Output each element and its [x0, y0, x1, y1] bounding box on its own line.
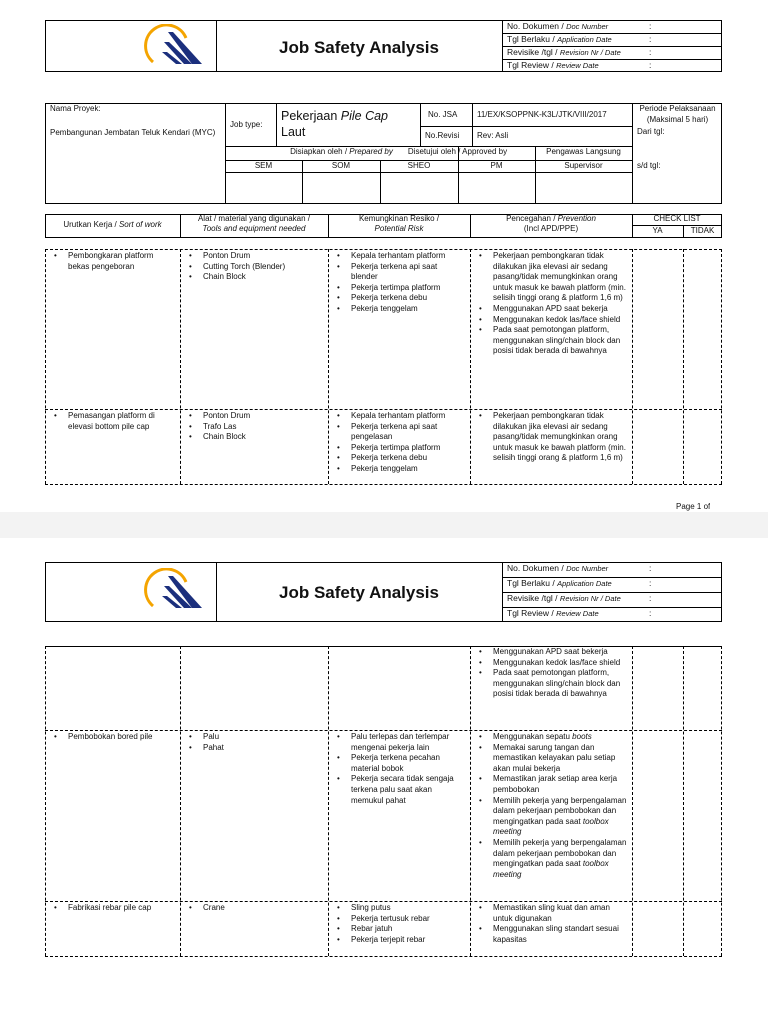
approved-by-label: Disetujui oleh / Approved by	[407, 147, 508, 156]
role-sem: SEM	[254, 161, 273, 170]
row3-work	[50, 732, 175, 743]
project-name-label: Nama Proyek:	[50, 104, 101, 113]
col-urutan: Urutkan Kerja / Sort of work	[63, 220, 162, 229]
page-number: Page 1 of	[676, 502, 711, 511]
document-meta	[503, 21, 721, 72]
dari-tgl: Dari tgl:	[637, 127, 665, 136]
meta-review-date: Tgl Review / Review Date :	[507, 608, 652, 618]
list-item: • Pekerja terjepit rebar	[351, 935, 465, 946]
document-title: Job Safety Analysis	[279, 583, 439, 602]
list-item: • Pekerja terkena debu	[351, 453, 465, 464]
row1-work	[50, 251, 170, 272]
list-item: • Memilih pekerja yang berpengalaman dalam pekerjaan pembobokan dan mengingatkan pada saat toolbox meeting	[493, 796, 627, 838]
list-item: • Pembongkaran platform bekas pengeboran	[68, 251, 170, 272]
periode-value: (Maksimal 5 hari)	[646, 115, 709, 124]
row3-prevention	[475, 732, 627, 880]
job-type-label: Job type:	[230, 120, 263, 129]
list-item: • Menggunakan APD saat bekerja	[493, 647, 627, 658]
col-alat: Alat / material yang digunakan / Tools and equipment needed	[197, 214, 311, 233]
list-item: • Pembobokan bored pile	[68, 732, 175, 743]
document-meta	[503, 563, 721, 622]
list-item: • Menggunakan kedok las/face shield	[493, 315, 627, 326]
list-item: • Memakai sarung tangan dan memastikan kelayakan palu setiap akan mulai bekerja	[493, 743, 627, 775]
col-ya: YA	[652, 226, 663, 235]
list-item: • Sling putus	[351, 903, 465, 914]
list-item: • Pada saat pemotongan platform, menggunakan sling/chain block dan posisi tidak berada di bawahnya	[493, 325, 627, 357]
col-resiko: Kemungkinan Resiko / Potential Risk	[358, 214, 440, 233]
list-item: • Ponton Drum	[203, 411, 325, 422]
list-item: • Chain Block	[203, 432, 325, 443]
meta-application-date: Tgl Berlaku / Application Date :	[503, 578, 721, 593]
list-item: • Trafo Las	[203, 422, 325, 433]
row4-work	[50, 903, 175, 914]
pengawas-label: Pengawas Langsung	[546, 147, 621, 156]
no-revisi-label: No.Revisi	[425, 131, 460, 140]
col-tidak: TIDAK	[690, 226, 715, 235]
list-item: • Pekerja tenggelam	[351, 464, 465, 475]
meta-doc-number: No. Dokumen / Doc Number :	[503, 563, 721, 578]
list-item: • Pekerja tertusuk rebar	[351, 914, 465, 925]
list-item: • Kepala terhantam platform	[351, 251, 465, 262]
list-item: • Memastikan sling kuat dan aman untuk digunakan	[493, 903, 627, 924]
document-title: Job Safety Analysis	[279, 38, 439, 57]
list-item: • Palu	[203, 732, 325, 743]
company-logo	[140, 24, 210, 69]
row3-risk	[333, 732, 465, 806]
list-item: • Pekerja tertimpa platform	[351, 443, 465, 454]
sd-tgl: s/d tgl:	[637, 161, 661, 170]
list-item: • Palu terlepas dan terlempar mengenai pekerja lain	[351, 732, 465, 753]
list-item: • Pekerjaan pembongkaran tidak dilakukan jika elevasi air sedang pasang/tidak memungkinkan orang untuk masuk ke bawah platform (min. selisih tinggi orang & platform 1,6 m)	[493, 411, 627, 464]
row2-tools	[185, 411, 325, 443]
list-item: • Pekerja terkena api saat pengelasan	[351, 422, 465, 443]
list-item: • Menggunakan APD saat bekerja	[493, 304, 627, 315]
project-name-value: Pembangunan Jembatan Teluk Kendari (MYC)	[50, 128, 216, 137]
no-jsa-value: 11/EX/KSOPPNK-K3L/JTK/VIII/2017	[477, 110, 607, 119]
meta-review-date: Tgl Review / Review Date :	[507, 60, 652, 70]
row1-tools	[185, 251, 325, 283]
periode-label: Periode Pelaksanaan	[639, 104, 716, 113]
row4-tools	[185, 903, 325, 914]
row4-risk	[333, 903, 465, 945]
role-supervisor: Supervisor	[564, 161, 603, 170]
no-jsa-label: No. JSA	[428, 110, 458, 119]
list-item: • Kepala terhantam platform	[351, 411, 465, 422]
row2-work	[50, 411, 175, 432]
row2-risk	[333, 411, 465, 475]
list-item: • Memastikan jarak setiap area kerja pembobokan	[493, 774, 627, 795]
meta-application-date: Tgl Berlaku / Application Date :	[503, 34, 721, 47]
list-item: • Pemasangan platform di elevasi bottom pile cap	[68, 411, 175, 432]
list-item: • Pekerja tertimpa platform	[351, 283, 465, 294]
list-item: • Menggunakan sepatu boots	[493, 732, 627, 743]
list-item: • Ponton Drum	[203, 251, 325, 262]
list-item: • Chain Block	[203, 272, 325, 283]
list-item: • Pekerja secara tidak sengaja terkena palu saat akan memukul pahat	[351, 774, 465, 806]
row3-tools	[185, 732, 325, 753]
role-sheo: SHEO	[407, 161, 431, 170]
list-item: • Pekerja terkena pecahan material bobok	[351, 753, 465, 774]
row1-risk	[333, 251, 465, 315]
row2-prevention	[475, 411, 627, 464]
list-item: • Crane	[203, 903, 325, 914]
list-item: • Pekerja terkena debu	[351, 293, 465, 304]
meta-revision: Revisike /tgl / Revision Nr / Date :	[503, 47, 721, 60]
job-type-value: Pekerjaan Pile Cap Laut	[281, 109, 389, 139]
list-item: • Rebar jatuh	[351, 924, 465, 935]
row-cont-prevention	[475, 647, 627, 700]
list-item: • Pekerja tenggelam	[351, 304, 465, 315]
prepared-by-label: Disiapkan oleh / Prepared by	[290, 147, 393, 156]
row4-prevention	[475, 903, 627, 945]
role-som: SOM	[331, 161, 351, 170]
col-pencegahan: Pencegahan / Prevention (Incl APD/PPE)	[506, 214, 596, 233]
no-revisi-value: Rev: Asli	[477, 131, 509, 140]
role-pm: PM	[490, 161, 503, 170]
document-page-2	[0, 538, 768, 1024]
col-checklist: CHECK LIST	[653, 214, 701, 223]
list-item: • Cutting Torch (Blender)	[203, 262, 325, 273]
list-item: • Memilih pekerja yang berpengalaman dalam pekerjaan pembobokan dan mengingatkan pada saat toolbox meeting	[493, 838, 627, 880]
list-item: • Pekerja terkena api saat blender	[351, 262, 465, 283]
list-item: • Menggunakan kedok las/face shield	[493, 658, 627, 669]
row1-prevention	[475, 251, 627, 357]
company-logo	[140, 568, 210, 613]
list-item: • Menggunakan sling standart sesuai kapasitas	[493, 924, 627, 945]
meta-revision: Revisike /tgl / Revision Nr / Date :	[503, 593, 721, 608]
list-item: • Fabrikasi rebar pile cap	[68, 903, 175, 914]
list-item: • Pahat	[203, 743, 325, 754]
list-item: • Pada saat pemotongan platform, menggunakan sling/chain block dan posisi tidak berada di bawahnya	[493, 668, 627, 700]
meta-doc-number: No. Dokumen / Doc Number :	[503, 21, 721, 34]
list-item: • Pekerjaan pembongkaran tidak dilakukan jika elevasi air sedang pasang/tidak memungkinkan orang untuk masuk ke bawah platform (min. selisih tinggi orang & platform 1,6 m)	[493, 251, 627, 304]
